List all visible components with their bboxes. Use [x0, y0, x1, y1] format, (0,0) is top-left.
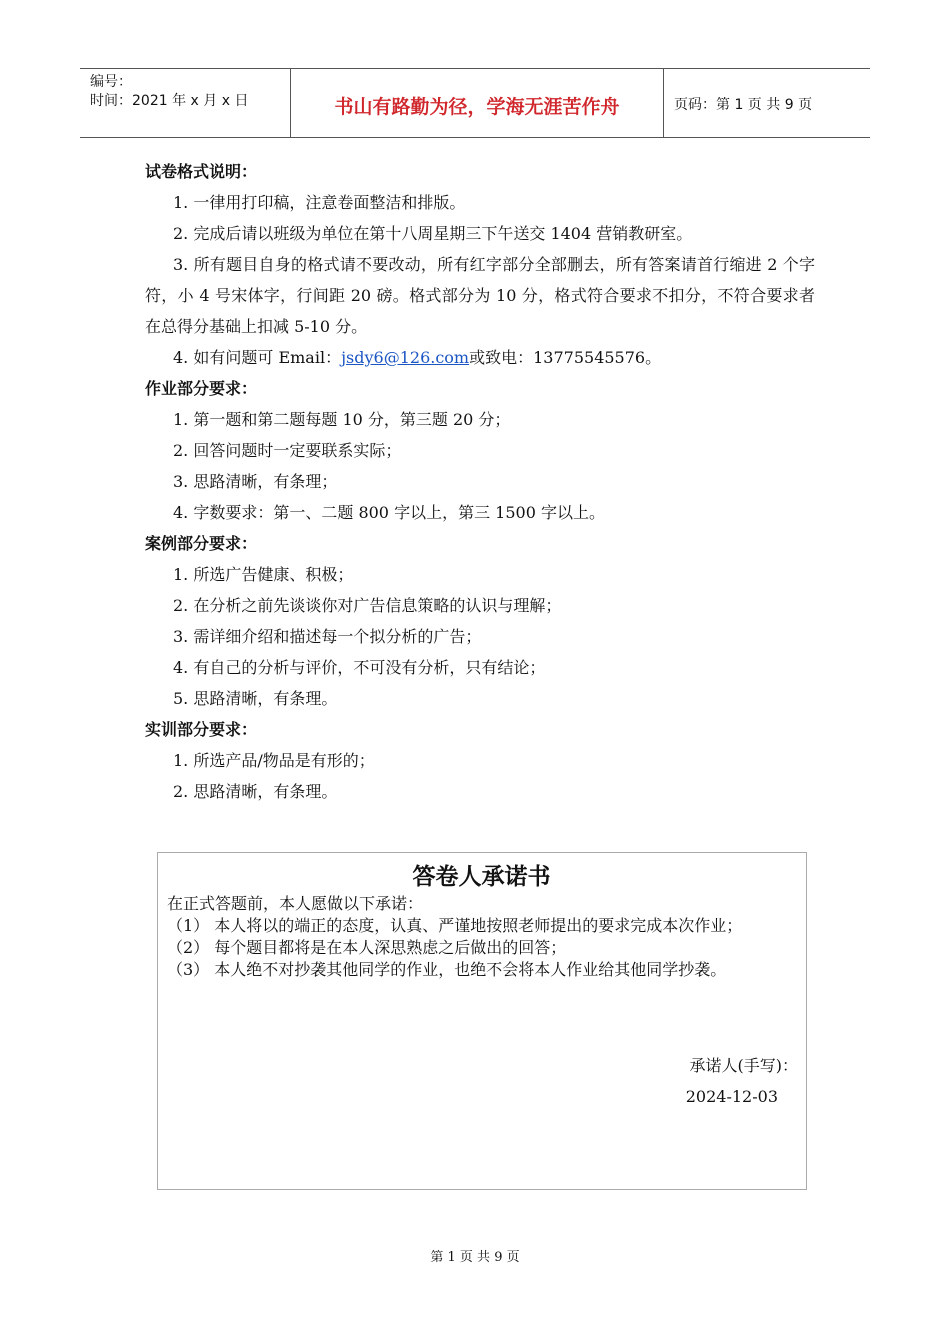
pledge-date: 2024-12-03 — [685, 1087, 778, 1106]
list-item-contact — [145, 342, 815, 373]
list-item: 1. 一律用打印稿，注意卷面整洁和排版。 — [173, 193, 466, 212]
section-title-practice: 实训部分要求： — [145, 720, 258, 739]
header-left-cell — [80, 69, 291, 137]
list-item: 3. 所有题目自身的格式请不要改动，所有红字部分全部删去，所有答案请首行缩进 2 个字符，小 4 号宋体字，行间距 20 磅。格式部分为 10 分，格式符合要求不扣分，不符合要求者在总得分基础上扣减 5-10 分。 — [145, 255, 815, 336]
list-item: 1. 所选产品/物品是有形的； — [173, 751, 375, 770]
pledge-title: 答卷人承诺书 — [412, 864, 551, 890]
contact-prefix: 4. 如有问题可 Email： — [173, 348, 342, 367]
list-item: 4. 有自己的分析与评价，不可没有分析，只有结论； — [173, 658, 546, 677]
email-link[interactable]: jsdy6@126.com — [341, 348, 470, 367]
list-item: 3. 需详细介绍和描述每一个拟分析的广告； — [173, 627, 482, 646]
number-label: 编号： — [90, 74, 132, 90]
time-label: 时间：2021 年 x 月 x 日 — [90, 93, 249, 109]
list-item: 1. 第一题和第二题每题 10 分，第三题 20 分； — [173, 410, 511, 429]
section-title-homework: 作业部分要求： — [145, 379, 258, 398]
list-item: 1. 所选广告健康、积极； — [173, 565, 354, 584]
motto: 书山有路勤为径，学海无涯苦作舟 — [291, 69, 664, 137]
signer-label: 承诺人(手写)： — [689, 1056, 798, 1075]
pledge-item: （3） 本人绝不对抄袭其他同学的作业，也绝不会将本人作业给其他同学抄袭。 — [167, 960, 727, 979]
section-title-case: 案例部分要求： — [145, 534, 258, 553]
contact-suffix: 或致电：13775545576。 — [469, 348, 662, 367]
page-info: 页码：第 1 页 共 9 页 — [674, 97, 813, 113]
section-title-format: 试卷格式说明： — [145, 162, 258, 181]
list-item: 5. 思路清晰，有条理。 — [173, 689, 338, 708]
pledge-intro: 在正式答题前，本人愿做以下承诺： — [167, 894, 424, 913]
list-item: 2. 回答问题时一定要联系实际； — [173, 441, 402, 460]
pledge-box — [157, 852, 807, 1190]
page-footer: 第 1 页 共 9 页 — [430, 1250, 520, 1265]
list-item: 2. 在分析之前先谈谈你对广告信息策略的认识与理解； — [173, 596, 562, 615]
list-item: 3. 思路清晰，有条理； — [173, 472, 338, 491]
instructions — [145, 156, 815, 807]
list-item: 2. 完成后请以班级为单位在第十八周星期三下午送交 1404 营销教研室。 — [173, 224, 693, 243]
list-item: 4. 字数要求：第一、二题 800 字以上，第三 1500 字以上。 — [173, 503, 605, 522]
header-table — [80, 68, 870, 138]
list-item: 2. 思路清晰，有条理。 — [173, 782, 338, 801]
pledge-item: （2） 每个题目都将是在本人深思熟虑之后做出的回答； — [167, 938, 567, 957]
pledge-item: （1） 本人将以的端正的态度，认真、严谨地按照老师提出的要求完成本次作业； — [167, 916, 743, 935]
